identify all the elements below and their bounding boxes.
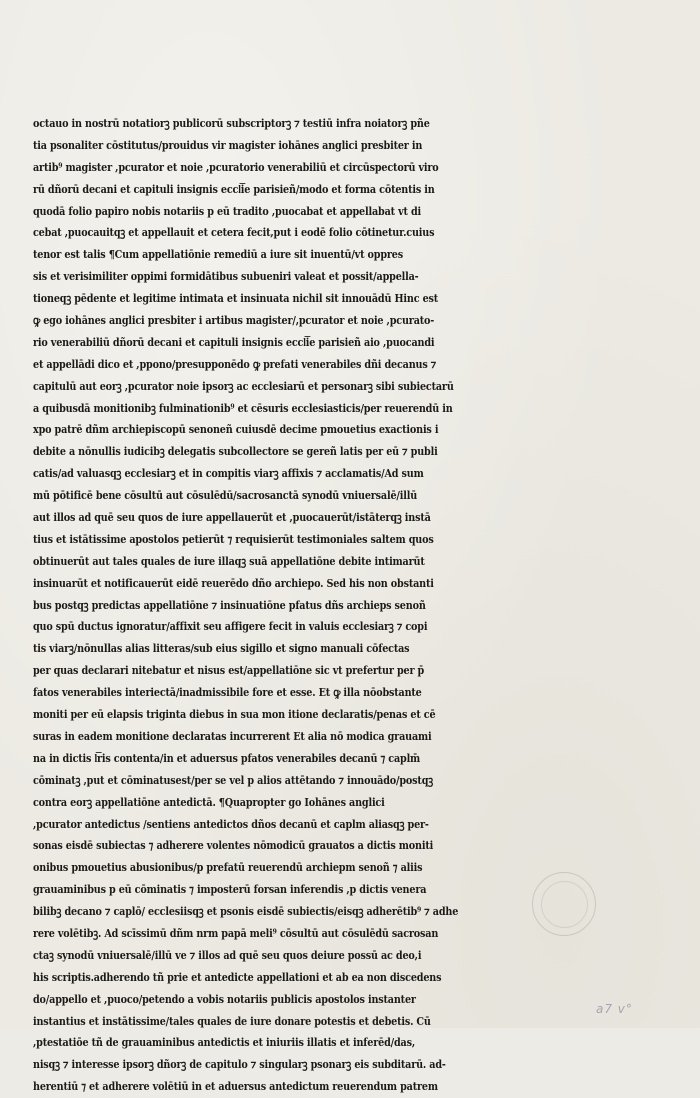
text-line: na in dictis l͞ris contenta/in et aduersus pfatos venerabiles decanū ⁊ caplm̄ [33, 750, 421, 765]
library-stamp-inner [541, 881, 588, 928]
text-line: ,ptestatiōe tñ de grauaminibus antedictis et iniuriis illatis et inferēd/das, [33, 1035, 416, 1050]
text-line: tis viarꝫ/nōnullas alias litteras/sub eius sigillo et signo manuali cōfectas [33, 641, 410, 656]
text-line: et appellādi dico et ,ppono/presupponēdo ꝙ prefati venerabiles dñi decanus ⁊ [33, 356, 437, 371]
text-line: ctaꝫ synodū vniuersalē/illū ve ⁊ illos ad quē seu quos deiure possū ac deo,i [33, 947, 422, 962]
text-line: tenor est talis ¶Cum appellatiōnie remediū a iure sit inuentū/vt oppres [33, 247, 404, 262]
text-line: contra eorꝫ appellatiōne antedictā. ¶Quapropter go Iohānes anglici [33, 794, 385, 809]
text-line: rere volētibꝫ. Ad scīssimū dñm nrm papā meli⁹ cōsultū aut cōsulēdū sacrosan [33, 925, 439, 940]
text-line: capitulū aut eorꝫ ,pcurator noie ipsorꝫ ac ecclesiarū et personarꝫ sibi subiectarū [33, 378, 454, 393]
text-line: rio venerabiliū dñorū decani et capituli insignis eccl͞ie parisieñ aio ,puocandi [33, 334, 435, 349]
text-line: insinuarūt et notificauerūt eidē reuerēdo dño archiepo. Sed his non obstanti [33, 575, 434, 590]
text-line: nisqꝫ ⁊ interesse ipsorꝫ dñorꝫ de capitulo ⁊ singularꝫ psonarꝫ eis subditarū. ad- [33, 1057, 446, 1072]
text-line: instantius et instātissime/tales quales de iure donare potestis et debetis. Cū [33, 1013, 431, 1028]
text-line: quo spū ductus ignoratur/affixit seu affigere fecit in valuis ecclesiarꝫ ⁊ copi [33, 619, 428, 634]
text-line: suras in eadem monitione declaratas incurrerent Et alia nō modica grauami [33, 728, 432, 743]
text-line: bus postqꝫ predictas appellatiōne ⁊ insinuatiōne pfatus dñs archieps senoñ [33, 597, 426, 612]
folio-mark: a7 v° [596, 1002, 633, 1016]
text-line: onibus pmouetius abusionibus/p prefatū reuerendū archiepm senoñ ⁊ aliis [33, 860, 423, 875]
text-line: xpo patrē dñm archiepiscopū senoneñ cuiusdē decime pmouetius exactionis i [33, 422, 439, 437]
text-line: his scriptis.adherendo tñ prie et antedicte appellationi et ab ea non discedens [33, 969, 442, 984]
text-line: moniti per eū elapsis triginta diebus in sua mon itione declaratis/penas et cē [33, 707, 436, 722]
text-line: artib⁹ magister ,pcurator et noie ,pcuratorio venerabiliū et circūspectorū viro [33, 159, 439, 174]
text-line: sonas eisdē subiectas ⁊ adherere volentes nōmodicū grauatos a dictis moniti [33, 838, 434, 853]
text-line: rū dñorū decani et capituli insignis eccl͞ie parisieñ/modo et forma cōtentis in [33, 181, 435, 196]
text-line: grauaminibus p eū cōminatis ⁊ imposterū forsan inferendis ,p dictis venera [33, 882, 427, 897]
text-line: fatos venerabiles interiectā/inadmissibile fore et esse. Et ꝙ illa nōobstante [33, 685, 422, 700]
text-line: sis et verisimiliter oppimi formidātibus subueniri valeat et possit/appella- [33, 269, 419, 284]
text-line: cōminatꝫ ,put et cōminatusest/per se vel p alios attētando ⁊ innouādo/postqꝫ [33, 772, 433, 787]
text-line: tioneqꝫ pēdente et legitime intimata et insinuata nichil sit innouādū Hinc est [33, 291, 439, 306]
text-line: per quas declarari nitebatur et nisus est/appellatiōne sic vt prefertur per p̄ [33, 663, 425, 678]
text-line: a quibusdā monitionibꝫ fulminationib⁹ et cēsuris ecclesiasticis/per reuerendū in [33, 400, 453, 415]
text-line: tia psonaliter cōstitutus/prouidus vir magister iohānes anglici presbiter in [33, 137, 423, 152]
text-line: quodā folio papiro nobis notariis p eū tradito ,puocabat et appellabat vt di [33, 203, 422, 218]
text-line: obtinuerūt aut tales quales de iure illaqꝫ suā appellatiōne debite intimarūt [33, 553, 425, 568]
text-line: catis/ad valuasqꝫ ecclesiarꝫ et in compitis viarꝫ affixis ⁊ acclamatis/Ad sum [33, 466, 424, 481]
text-line: ꝙ ego iohānes anglici presbiter i artibus magister/,pcurator et noie ,pcurato- [33, 313, 435, 328]
text-line: aut illos ad quē seu quos de iure appellauerūt et ,puocauerūt/istāterqꝫ instā [33, 510, 431, 525]
text-line: tius et istātissime apostolos petierūt ⁊ requisierūt testimoniales saltem quos [33, 531, 434, 546]
text-line: debite a nōnullis iudicibꝫ delegatis subcollectore se gereñ latis per eū ⁊ publi [33, 444, 438, 459]
text-line: do/appello et ,puoco/petendo a vobis notariis publicis apostolos instanter [33, 991, 416, 1006]
text-line: mū pōtificē bene cōsultū aut cōsulēdū/sacrosanctā synodū vniuersalē/illū [33, 488, 418, 503]
library-stamp [532, 872, 596, 936]
text-line: octauo in nostrū notatiorꝫ publicorū subscriptorꝫ ⁊ testiū infra noiatorꝫ pñe [33, 116, 430, 130]
text-block [33, 113, 523, 1098]
text-line: herentiū ⁊ et adherere volētiū in et aduersus antedictum reuerendum patrem [33, 1079, 438, 1094]
text-line: cebat ,puocauitqꝫ et appellauit et cetera fecit,put i eodē folio cōtinetur.cuius [33, 225, 435, 240]
text-line: ,pcurator antedictus /sentiens antedictos dños decanū et caplm aliasqꝫ per- [33, 816, 429, 831]
text-line: bilibꝫ decano ⁊ caplō/ ecclesiisqꝫ et psonis eisdē subiectis/eisqꝫ adherētib⁹ ⁊ adhe [33, 904, 459, 919]
